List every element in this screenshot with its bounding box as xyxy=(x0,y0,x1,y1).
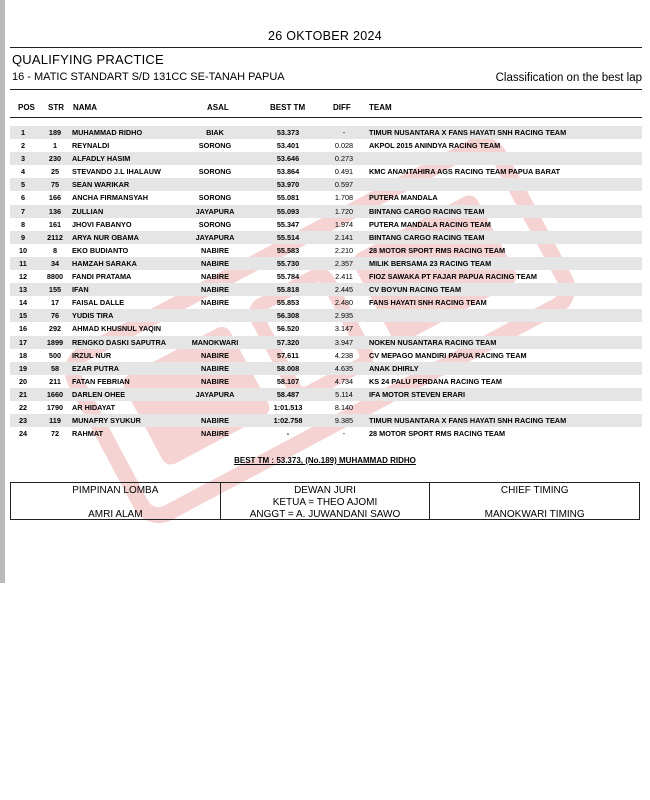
cell-team: CV BOYUN RACING TEAM xyxy=(369,285,462,295)
left-edge-strip xyxy=(0,0,5,583)
cell-pos: 22 xyxy=(18,402,28,412)
cell-diff: 0.273 xyxy=(334,154,354,164)
col-header-pos: POS xyxy=(18,103,35,112)
cell-pos: 13 xyxy=(18,285,28,295)
cell-best: 1:02.758 xyxy=(273,416,303,426)
cell-diff: 1.708 xyxy=(334,193,354,203)
cell-best: 55.583 xyxy=(276,245,300,255)
col-header-str: STR xyxy=(48,103,64,112)
cell-team: FIOZ SAWAKA PT FAJAR PAPUA RACING TEAM xyxy=(369,272,537,282)
cell-best: 56.308 xyxy=(276,311,300,321)
jury-chair: KETUA = THEO AJOMI xyxy=(272,497,378,508)
column-header-divider xyxy=(10,117,642,118)
chief-timing-title: CHIEF TIMING xyxy=(500,485,569,496)
class-title: 16 - MATIC STANDART S/D 131CC SE-TANAH PAPUA xyxy=(12,71,285,83)
table-row xyxy=(10,231,642,244)
cell-pos: 18 xyxy=(18,350,28,360)
cell-diff: 5.114 xyxy=(335,389,353,399)
cell-str: 161 xyxy=(48,219,62,229)
cell-name: MUHAMMAD RIDHO xyxy=(72,128,143,137)
top-divider xyxy=(10,47,642,48)
cell-team: AKPOL 2015 ANINDYA RACING TEAM xyxy=(369,141,501,151)
col-header-best: BEST TM xyxy=(270,103,306,112)
signature-table xyxy=(10,482,640,520)
cell-team: MILIK BERSAMA 23 RACING TEAM xyxy=(369,258,492,268)
cell-team: CV MEPAGO MANDIRI PAPUA RACING TEAM xyxy=(369,350,527,360)
cell-pos: 21 xyxy=(18,389,28,399)
cell-str: 58 xyxy=(50,363,60,373)
cell-name: FAISAL DALLE xyxy=(72,298,125,308)
table-row xyxy=(10,401,642,414)
cell-pos: 19 xyxy=(18,363,28,373)
cell-team: KS 24 PALU PERDANA RACING TEAM xyxy=(369,376,502,386)
cell-asal: MANOKWARI xyxy=(191,337,239,347)
cell-team: KMC ANANTAHIRA AGS RACING TEAM PAPUA BARAT xyxy=(369,167,561,177)
cell-asal: NABIRE xyxy=(201,285,229,295)
cell-team: BINTANG CARGO RACING TEAM xyxy=(369,232,485,242)
cell-asal: BIAK xyxy=(206,128,224,137)
cell-pos: 11 xyxy=(19,258,27,268)
classification-note: Classification on the best lap xyxy=(495,72,642,84)
table-row xyxy=(10,257,642,270)
cell-best: 55.081 xyxy=(276,193,300,203)
table-row xyxy=(10,205,642,218)
cell-str: 17 xyxy=(50,298,60,308)
cell-pos: 4 xyxy=(20,167,26,177)
cell-name: RENGKO DASKI SAPUTRA xyxy=(72,337,167,347)
cell-diff: 0.028 xyxy=(334,141,354,151)
col-header-name: NAMA xyxy=(73,103,97,112)
table-row xyxy=(10,218,642,231)
cell-diff: 4.238 xyxy=(334,350,354,360)
cell-best: 55.818 xyxy=(276,285,300,295)
table-row xyxy=(10,178,642,191)
cell-team: PUTERA MANDALA RACING TEAM xyxy=(369,219,491,229)
cell-best: 55.347 xyxy=(276,219,300,229)
cell-pos: 2 xyxy=(20,141,26,151)
race-director-title: PIMPINAN LOMBA xyxy=(72,485,159,496)
table-row xyxy=(10,322,642,335)
cell-diff: 3.947 xyxy=(334,337,354,347)
cell-name: REYNALDI xyxy=(72,141,110,151)
cell-name: MUNAFRY SYUKUR xyxy=(72,416,141,426)
cell-team: FANS HAYATI SNH RACING TEAM xyxy=(369,298,487,308)
cell-name: IRZUL NUR xyxy=(72,350,112,360)
cell-best: 56.520 xyxy=(276,324,300,334)
cell-str: 292 xyxy=(48,324,62,334)
cell-diff: 1.720 xyxy=(334,206,354,216)
cell-pos: 6 xyxy=(20,193,26,203)
cell-name: AR HIDAYAT xyxy=(72,402,116,412)
cell-team: BINTANG CARGO RACING TEAM xyxy=(369,206,485,216)
cell-asal: NABIRE xyxy=(201,272,229,282)
cell-str: 155 xyxy=(48,285,62,295)
cell-str: 136 xyxy=(48,206,62,216)
col-header-team: TEAM xyxy=(369,103,392,112)
cell-name: ARYA NUR OBAMA xyxy=(72,232,139,242)
table-row xyxy=(10,126,642,139)
cell-pos: 1 xyxy=(20,128,26,137)
cell-pos: 15 xyxy=(18,311,28,321)
cell-name: DARLEN OHEE xyxy=(72,389,126,399)
table-row xyxy=(10,414,642,427)
cell-diff: 1.974 xyxy=(334,219,354,229)
cell-best: 53.970 xyxy=(276,180,300,190)
cell-asal: NABIRE xyxy=(201,376,229,386)
table-row xyxy=(10,362,642,375)
table-row xyxy=(10,388,642,401)
cell-best: 57.320 xyxy=(276,337,300,347)
cell-str: 230 xyxy=(48,154,62,164)
cell-best: 55.514 xyxy=(276,232,300,242)
cell-diff: - xyxy=(342,128,346,137)
best-time-summary: BEST TM : 53.373, (No.189) MUHAMMAD RIDHO xyxy=(234,456,416,465)
cell-diff: 2.210 xyxy=(334,245,354,255)
cell-str: 8800 xyxy=(46,272,64,282)
cell-diff: 2.357 xyxy=(334,258,354,268)
signature-race-director xyxy=(11,483,220,519)
cell-diff: 2.141 xyxy=(334,232,354,242)
cell-asal: NABIRE xyxy=(201,245,229,255)
table-row xyxy=(10,309,642,322)
header-divider xyxy=(10,89,642,90)
results-table xyxy=(10,126,642,440)
cell-best: 53.646 xyxy=(276,154,300,164)
cell-pos: 17 xyxy=(18,337,28,347)
table-row xyxy=(10,296,642,309)
cell-asal: JAYAPURA xyxy=(195,389,235,399)
col-header-diff: DIFF xyxy=(333,103,351,112)
cell-name: FATAN FEBRIAN xyxy=(72,376,130,386)
cell-str: 2112 xyxy=(47,232,63,242)
cell-diff: 2.445 xyxy=(334,285,354,295)
cell-team: TIMUR NUSANTARA X FANS HAYATI SNH RACING TEAM xyxy=(369,416,567,426)
cell-asal: JAYAPURA xyxy=(195,206,235,216)
table-row xyxy=(10,165,642,178)
cell-pos: 5 xyxy=(20,180,26,190)
cell-asal: NABIRE xyxy=(201,350,229,360)
race-director-name: AMRI ALAM xyxy=(88,509,143,520)
cell-best: 58.107 xyxy=(276,376,300,386)
cell-name: EZAR PUTRA xyxy=(72,363,120,373)
cell-name: SEAN WARIKAR xyxy=(72,180,130,190)
cell-pos: 16 xyxy=(18,324,28,334)
cell-name: STEVANDO J.L IHALAUW xyxy=(72,167,161,177)
cell-name: ALFADLY HASIM xyxy=(72,154,131,164)
signature-jury xyxy=(220,483,430,519)
report-date: 26 OKTOBER 2024 xyxy=(267,29,383,43)
table-row xyxy=(10,336,642,349)
cell-name: JHOVI FABANYO xyxy=(72,219,132,229)
cell-str: 119 xyxy=(49,416,61,426)
cell-pos: 9 xyxy=(20,232,26,242)
cell-team: 28 MOTOR SPORT RMS RACING TEAM xyxy=(369,245,506,255)
cell-name: ANCHA FIRMANSYAH xyxy=(72,193,149,203)
cell-diff: 2.411 xyxy=(335,272,353,282)
cell-team: IFA MOTOR STEVEN ERARI xyxy=(369,389,466,399)
cell-str: 25 xyxy=(50,167,60,177)
cell-name: HAMZAH SARAKA xyxy=(72,258,137,268)
table-row xyxy=(10,427,642,440)
jury-title: DEWAN JURI xyxy=(294,485,356,496)
cell-asal: SORONG xyxy=(198,167,232,177)
cell-diff: 2.480 xyxy=(334,298,354,308)
cell-diff: 9.385 xyxy=(334,416,354,426)
cell-team: TIMUR NUSANTARA X FANS HAYATI SNH RACING TEAM xyxy=(369,128,567,137)
table-row xyxy=(10,283,642,296)
cell-diff: 8.140 xyxy=(334,402,354,412)
cell-name: RAHMAT xyxy=(72,429,104,439)
cell-best: - xyxy=(286,429,290,439)
cell-name: IFAN xyxy=(72,285,89,295)
jury-member: ANGGT = A. JUWANDANI SAWO xyxy=(249,509,401,520)
table-row xyxy=(10,270,642,283)
cell-str: 34 xyxy=(50,258,60,268)
cell-best: 53.373 xyxy=(276,128,300,137)
cell-asal: NABIRE xyxy=(201,258,229,268)
cell-best: 55.093 xyxy=(276,206,300,216)
table-row xyxy=(10,375,642,388)
cell-pos: 20 xyxy=(18,376,28,386)
cell-asal: NABIRE xyxy=(201,416,229,426)
cell-diff: 0.597 xyxy=(334,180,354,190)
cell-str: 75 xyxy=(50,180,60,190)
cell-name: YUDIS TIRA xyxy=(72,311,114,321)
cell-pos: 7 xyxy=(20,206,26,216)
cell-diff: - xyxy=(342,429,346,439)
cell-asal: SORONG xyxy=(198,141,232,151)
cell-pos: 14 xyxy=(18,298,28,308)
cell-asal: NABIRE xyxy=(201,429,229,439)
cell-best: 58.008 xyxy=(276,363,300,373)
cell-str: 8 xyxy=(52,245,58,255)
table-row xyxy=(10,191,642,204)
cell-str: 1660 xyxy=(46,389,64,399)
cell-pos: 10 xyxy=(18,245,28,255)
table-row xyxy=(10,349,642,362)
cell-str: 500 xyxy=(48,350,62,360)
cell-team: NOKEN NUSANTARA RACING TEAM xyxy=(369,337,497,347)
cell-best: 55.784 xyxy=(276,272,300,282)
cell-asal: NABIRE xyxy=(201,298,229,308)
cell-team: ANAK DHIRLY xyxy=(369,363,419,373)
cell-str: 1 xyxy=(52,141,58,151)
cell-best: 58.487 xyxy=(276,389,300,399)
session-title: QUALIFYING PRACTICE xyxy=(12,52,164,67)
cell-str: 189 xyxy=(48,128,62,137)
cell-pos: 3 xyxy=(20,154,26,164)
cell-pos: 12 xyxy=(18,272,28,282)
cell-best: 53.864 xyxy=(276,167,300,177)
cell-str: 1899 xyxy=(46,337,64,347)
cell-diff: 4.734 xyxy=(334,376,354,386)
table-row xyxy=(10,152,642,165)
cell-diff: 3.147 xyxy=(334,324,354,334)
cell-str: 166 xyxy=(48,193,62,203)
cell-best: 57.611 xyxy=(277,350,299,360)
table-row xyxy=(10,244,642,257)
cell-str: 211 xyxy=(49,376,61,386)
col-header-asal: ASAL xyxy=(207,103,229,112)
cell-best: 55.853 xyxy=(276,298,300,308)
cell-pos: 24 xyxy=(18,429,28,439)
cell-best: 1:01.513 xyxy=(273,402,303,412)
cell-str: 76 xyxy=(50,311,60,321)
cell-asal: SORONG xyxy=(198,219,232,229)
cell-asal: SORONG xyxy=(198,193,232,203)
cell-str: 1790 xyxy=(46,402,64,412)
cell-name: ZULLIAN xyxy=(72,206,104,216)
cell-best: 53.401 xyxy=(276,141,300,151)
signature-chief-timing xyxy=(429,483,639,519)
cell-diff: 0.491 xyxy=(334,167,354,177)
cell-name: AHMAD KHUSNUL YAQIN xyxy=(72,324,162,334)
cell-diff: 2.935 xyxy=(334,311,354,321)
cell-pos: 8 xyxy=(20,219,26,229)
cell-name: EKO BUDIANTO xyxy=(72,245,129,255)
cell-str: 72 xyxy=(50,429,60,439)
cell-team: PUTERA MANDALA xyxy=(369,193,438,203)
cell-team: 28 MOTOR SPORT RMS RACING TEAM xyxy=(369,429,506,439)
cell-asal: NABIRE xyxy=(201,363,229,373)
cell-pos: 23 xyxy=(18,416,28,426)
cell-asal: JAYAPURA xyxy=(195,232,235,242)
cell-diff: 4.635 xyxy=(334,363,354,373)
cell-name: FANDI PRATAMA xyxy=(72,272,132,282)
table-row xyxy=(10,139,642,152)
cell-best: 55.730 xyxy=(276,258,300,268)
chief-timing-name: MANOKWARI TIMING xyxy=(484,509,585,520)
